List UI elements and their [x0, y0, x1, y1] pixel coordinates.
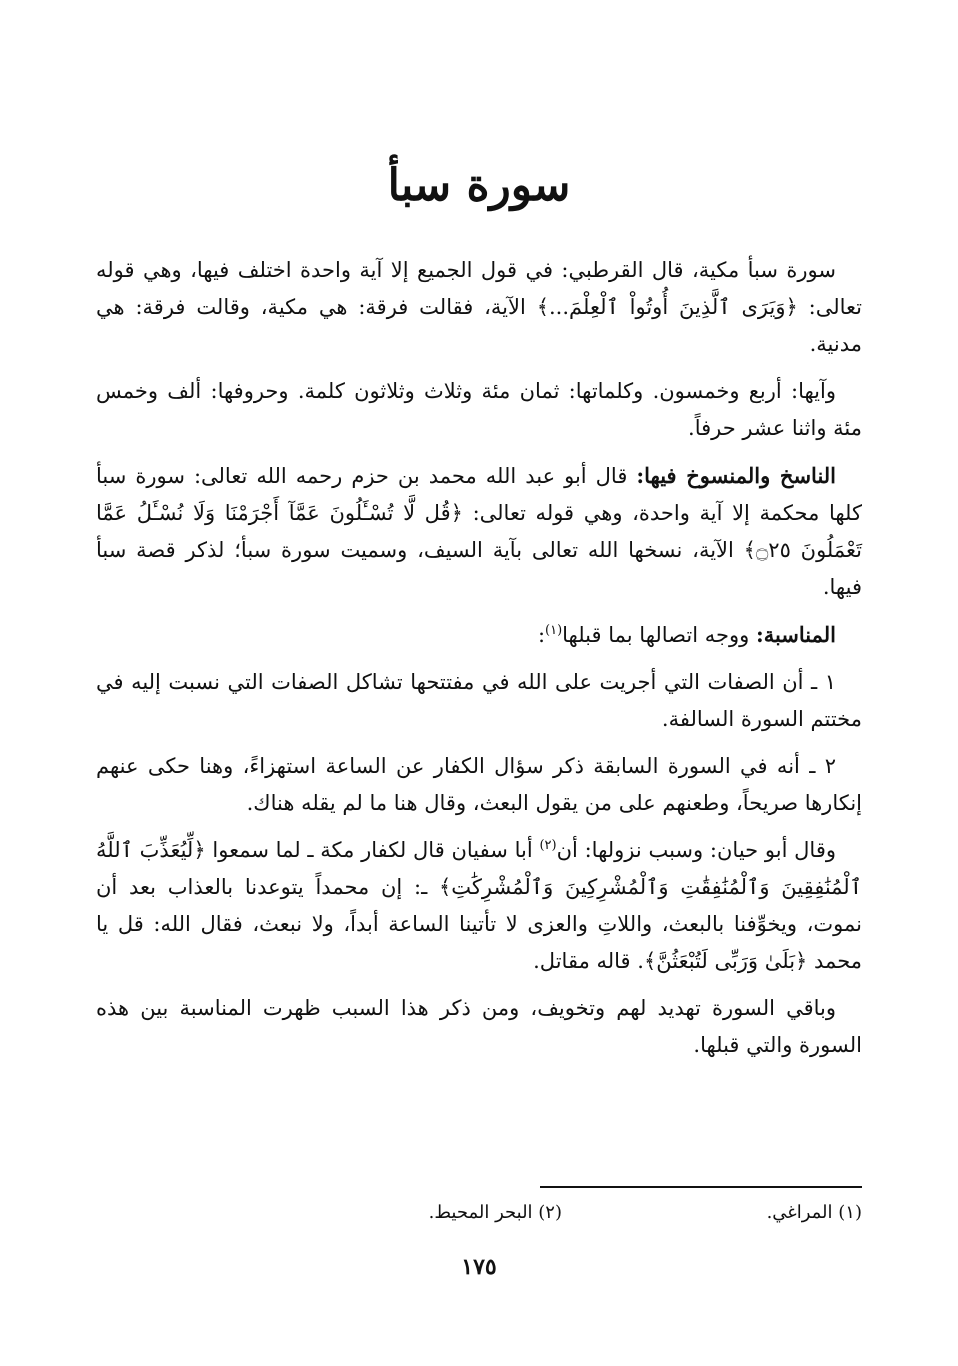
paragraph-relation	[96, 616, 862, 654]
footnote-1: (١) المراغي.	[766, 1202, 862, 1223]
abrogation-heading: الناسخ والمنسوخ فيها:	[636, 463, 837, 488]
paragraph-point-2: ٢ ـ أنه في السورة السابقة ذكر سؤال الكفار عن الساعة استهزاءً، وهنا حكى عنهم إنكارها صريحاً، وطعنهم على من يقول البعث، وقال هنا ما لم يقله هناك.	[96, 754, 862, 815]
page-number: ١٧٥	[461, 1254, 497, 1280]
revelation-text-b: أبا سفيان قال لكفار مكة ـ لما سمعوا ﴿لِّيُعَذِّبَ ٱللَّهُ ٱلْمُنَٰفِقِينَ وَٱلْمُنَٰفِقَٰتِ وَٱلْمُشْرِكِينَ وَٱلْمُشْرِكَٰتِ﴾ ـ: إن محمداً يتوعدنا بالعذاب بعد أن نموت، ويخوِّفنا بالبعث، واللاتِ والعزى لا تأتينا الساعة أبداً، ولا نبعث، فقال الله: قل يا محمد ﴿بَلَىٰ وَرَبِّى لَتُبْعَثُنَّ﴾. قاله مقاتل.	[96, 838, 862, 973]
paragraph-intro: سورة سبأ مكية، قال القرطبي: في قول الجميع إلا آية واحدة اختلف فيها، وهي قوله تعالى: ﴿وَيَرَى ٱلَّذِينَ أُوتُواْ ٱلْعِلْمَ...﴾ الآية، فقالت فرقة: هي مكية، وقالت فرقة: هي مدنية.	[96, 258, 862, 356]
paragraph-counts: وآيها: أربع وخمسون. وكلماتها: ثمان مئة وثلاث وثلاثون كلمة. وحروفها: ألف وخمس مئة واثنا عشر حرفاً.	[96, 379, 862, 440]
surah-title: سورة سبأ	[387, 160, 571, 211]
footnote-2: (٢) البحر المحيط.	[428, 1202, 562, 1223]
page-body	[96, 252, 862, 1074]
relation-heading: المناسبة:	[755, 622, 836, 647]
footnote-ref-2[interactable]: (٢)	[539, 838, 557, 853]
footnote-divider	[540, 1186, 862, 1188]
paragraph-conclusion: وباقي السورة تهديد لهم وتخويف، ومن ذكر هذا السبب ظهرت المناسبة بين هذه السورة والتي قبلها.	[96, 996, 862, 1057]
paragraph-abrogation	[96, 457, 862, 606]
relation-text: ووجه اتصالها بما قبلها	[562, 623, 756, 647]
revelation-text-a: وقال أبو حيان: وسبب نزولها: أن	[556, 838, 837, 862]
footnote-ref-1[interactable]: (١)	[545, 623, 563, 638]
abrogation-text: قال أبو عبد الله محمد بن حزم رحمه الله تعالى: سورة سبأ كلها محكمة إلا آية واحدة، وهي قوله تعالى: ﴿قُل لَّا تُسْـَٔلُونَ عَمَّآ أَجْرَمْنَا وَلَا نُسْـَٔلُ عَمَّا تَعْمَلُونَ ۝٢٥﴾ الآية، نسخها الله تعالى بآية السيف، وسميت سورة سبأ؛ لذكر قصة سبأ فيها.	[96, 464, 862, 599]
paragraph-point-1: ١ ـ أن الصفات التي أجريت على الله في مفتتحها تشاكل الصفات التي نسبت إليه في مختتم السورة السالفة.	[96, 670, 862, 731]
paragraph-revelation-cause	[96, 832, 862, 980]
relation-colon: :	[537, 623, 546, 647]
footnotes	[96, 1198, 862, 1228]
